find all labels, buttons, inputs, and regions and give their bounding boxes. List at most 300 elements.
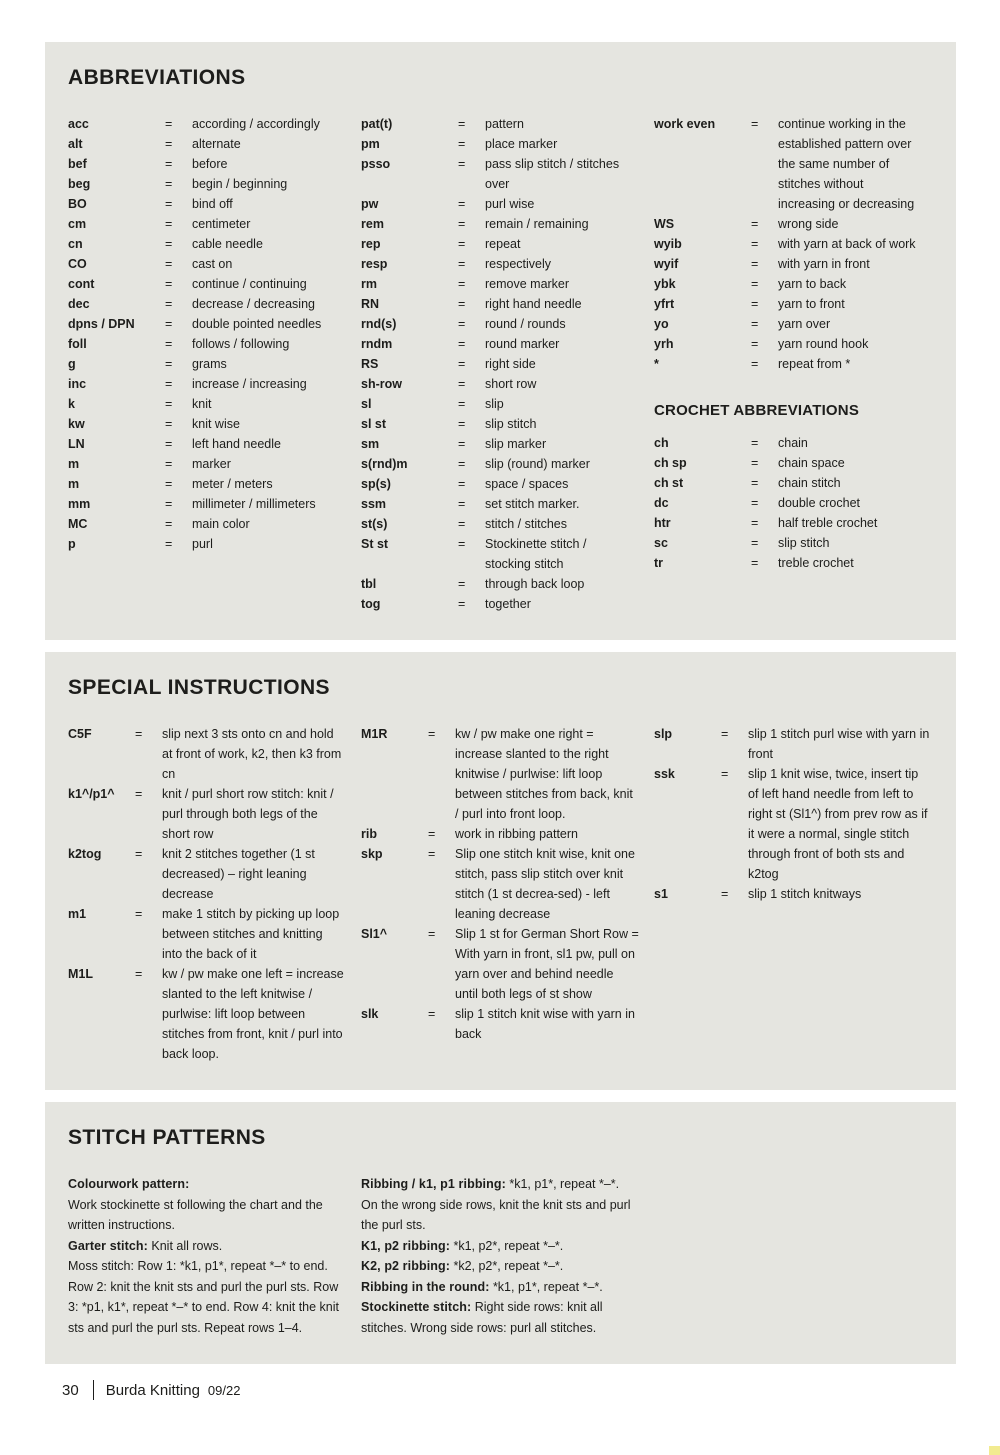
abbreviation-definition: alternate (192, 137, 241, 151)
equals-sign: = (751, 476, 759, 490)
abbreviation-row (654, 354, 933, 374)
equals-sign: = (751, 337, 759, 351)
abbreviation-row (654, 334, 933, 354)
equals-sign: = (165, 217, 173, 231)
equals-sign: = (165, 417, 173, 431)
equals-sign: = (458, 117, 466, 131)
abbreviation-row (68, 314, 347, 334)
abbreviation-row (654, 453, 933, 473)
instruction-row (654, 884, 933, 904)
abbreviation-term: psso (361, 157, 391, 171)
stitch-patterns-columns (68, 1174, 933, 1338)
instruction-term: C5F (68, 727, 92, 741)
equals-sign: = (135, 907, 143, 921)
equals-sign: = (751, 257, 759, 271)
abbreviation-row (654, 254, 933, 274)
equals-sign: = (458, 297, 466, 311)
equals-sign: = (721, 727, 729, 741)
abbreviation-definition: left hand needle (192, 437, 281, 451)
abbreviation-definition: remain / remaining (485, 217, 589, 231)
abbreviation-definition: round marker (485, 337, 560, 351)
abbreviation-definition: slip stitch (778, 536, 830, 550)
equals-sign: = (165, 397, 173, 411)
abbreviation-term: tog (361, 597, 381, 611)
equals-sign: = (165, 437, 173, 451)
instruction-definition: knit 2 stitches together (1 st decreased) – right leaning decrease (162, 847, 315, 901)
abbreviation-definition: chain (778, 436, 808, 450)
equals-sign: = (458, 277, 466, 291)
equals-sign: = (751, 536, 759, 550)
equals-sign: = (165, 317, 173, 331)
instruction-row (654, 724, 933, 764)
abbreviation-row (361, 234, 640, 254)
abbreviation-term: sc (654, 536, 668, 550)
abbreviation-definition: knit wise (192, 417, 240, 431)
abbreviation-definition: increase / increasing (192, 377, 307, 391)
instruction-term: s1 (654, 887, 668, 901)
pattern-paragraph: K2, p2 ribbing: *k2, p2*, repeat *–*. (361, 1259, 564, 1273)
abbreviation-term: pm (361, 137, 380, 151)
abbreviation-definition: cast on (192, 257, 233, 271)
abbreviation-definition: yarn over (778, 317, 831, 331)
equals-sign: = (165, 197, 173, 211)
page-corner-mark (989, 1446, 1000, 1455)
equals-sign: = (165, 257, 173, 271)
issue-number: 09/22 (207, 1382, 241, 1398)
equals-sign: = (458, 337, 466, 351)
abbreviation-term: ssm (361, 497, 387, 511)
abbreviation-row (361, 154, 640, 194)
crochet-abbreviations-list (654, 433, 933, 573)
abbreviation-term: resp (361, 257, 388, 271)
abbreviation-row (361, 534, 640, 574)
instruction-definition: work in ribbing pattern (455, 827, 578, 841)
abbreviation-row (68, 174, 347, 194)
pattern-paragraph: Moss stitch: Row 1: *k1, p1*, repeat *–* to end. Row 2: knit the knit sts and purl the purl sts. Row 3: *p1, k1*, repeat *–* to end. Row 4: knit the knit sts and purl the purl sts. Repeat rows 1–4. (68, 1259, 339, 1335)
instruction-row (361, 1004, 640, 1044)
instruction-row (361, 844, 640, 924)
equals-sign: = (165, 357, 173, 371)
abbreviation-definition: pass slip stitch / stitches over (485, 157, 620, 191)
abbreviation-term: dpns / DPN (68, 317, 135, 331)
abbreviation-term: inc (68, 377, 87, 391)
instruction-term: ssk (654, 767, 675, 781)
abbreviation-term: sp(s) (361, 477, 391, 491)
knitting-abbreviations-list (654, 114, 933, 374)
stitch-patterns-title: STITCH PATTERNS (68, 1126, 266, 1149)
abbreviation-definition: slip stitch (485, 417, 537, 431)
abbreviation-row (361, 354, 640, 374)
magazine-title: Burda Knitting (105, 1381, 200, 1399)
abbreviation-term: rem (361, 217, 384, 231)
abbreviation-row (654, 473, 933, 493)
abbreviation-definition: before (192, 157, 228, 171)
abbreviation-row (68, 474, 347, 494)
equals-sign: = (751, 317, 759, 331)
abbreviation-definition: double pointed needles (192, 317, 322, 331)
abbreviation-term: yfrt (654, 297, 675, 311)
abbreviation-term: yo (654, 317, 669, 331)
abbreviation-term: p (68, 537, 76, 551)
equals-sign: = (751, 556, 759, 570)
abbreviation-definition: space / spaces (485, 477, 569, 491)
abbreviation-row (68, 394, 347, 414)
equals-sign: = (458, 417, 466, 431)
instruction-definition: slip 1 knit wise, twice, insert tip of left hand needle from left to right st (Sl1^) from prev row as if it were a normal, single stitch through front of both sts and k2tog (748, 767, 928, 881)
abbreviation-term: g (68, 357, 76, 371)
abbreviation-row (68, 114, 347, 134)
instruction-definition: Slip 1 st for German Short Row = With yarn in front, sl1 pw, pull on yarn over and behind needle until both legs of st show (455, 927, 639, 1001)
abbreviation-term: dc (654, 496, 669, 510)
abbreviation-definition: according / accordingly (192, 117, 320, 131)
abbreviation-term: alt (68, 137, 83, 151)
equals-sign: = (135, 847, 143, 861)
abbreviation-term: cn (68, 237, 83, 251)
abbreviation-definition: follows / following (192, 337, 290, 351)
abbreviation-row (361, 114, 640, 134)
abbreviation-definition: repeat (485, 237, 521, 251)
abbreviation-term: LN (68, 437, 85, 451)
instruction-definition: slip 1 stitch purl wise with yarn in front (748, 727, 930, 761)
abbreviation-term: work even (654, 117, 716, 131)
abbreviations-column-3 (654, 114, 933, 573)
instruction-row (68, 724, 347, 784)
equals-sign: = (751, 217, 759, 231)
abbreviation-term: * (654, 357, 659, 371)
abbreviation-row (361, 274, 640, 294)
equals-sign: = (751, 297, 759, 311)
abbreviation-row (361, 374, 640, 394)
special-instructions-column-3 (654, 724, 933, 904)
abbreviation-definition: decrease / decreasing (192, 297, 315, 311)
instruction-definition: slip next 3 sts onto cn and hold at front of work, k2, then k3 from cn (162, 727, 342, 781)
equals-sign: = (165, 237, 173, 251)
abbreviation-definition: grams (192, 357, 227, 371)
instruction-row (68, 964, 347, 1064)
abbreviation-term: WS (654, 217, 675, 231)
abbreviation-definition: bind off (192, 197, 233, 211)
special-instructions-column-1 (68, 724, 347, 1064)
equals-sign: = (458, 237, 466, 251)
abbreviation-term: m (68, 477, 80, 491)
instruction-row (654, 764, 933, 884)
abbreviation-definition: continue / continuing (192, 277, 307, 291)
instruction-definition: slip 1 stitch knit wise with yarn in back (455, 1007, 635, 1041)
abbreviation-term: ybk (654, 277, 676, 291)
stitch-patterns-column-1 (68, 1174, 347, 1338)
abbreviation-term: ch sp (654, 456, 687, 470)
instruction-term: M1R (361, 727, 388, 741)
abbreviation-definition: purl wise (485, 197, 535, 211)
abbreviation-term: sh-row (361, 377, 402, 391)
abbreviation-definition: round / rounds (485, 317, 566, 331)
special-instructions-section (45, 652, 956, 1090)
abbreviations-section (45, 42, 956, 640)
equals-sign: = (458, 577, 466, 591)
abbreviation-definition: together (485, 597, 531, 611)
abbreviation-definition: yarn to back (778, 277, 847, 291)
abbreviations-title: ABBREVIATIONS (68, 66, 246, 89)
abbreviation-definition: right hand needle (485, 297, 582, 311)
abbreviation-row (654, 533, 933, 553)
abbreviation-term: ch (654, 436, 669, 450)
abbreviation-term: beg (68, 177, 91, 191)
instruction-row (68, 844, 347, 904)
abbreviation-definition: stitch / stitches (485, 517, 567, 531)
pattern-paragraph: Ribbing / k1, p1 ribbing: *k1, p1*, repeat *–*. On the wrong side rows, knit the knit sts and purl the purl sts. (361, 1177, 631, 1232)
equals-sign: = (721, 767, 729, 781)
equals-sign: = (165, 377, 173, 391)
abbreviation-term: CO (68, 257, 87, 271)
equals-sign: = (165, 297, 173, 311)
abbreviation-term: sl st (361, 417, 387, 431)
abbreviation-definition: knit (192, 397, 212, 411)
abbreviation-term: htr (654, 516, 671, 530)
abbreviation-row (68, 134, 347, 154)
abbreviation-row (68, 194, 347, 214)
pattern-paragraph: Colourwork pattern: (68, 1177, 190, 1191)
abbreviation-term: mm (68, 497, 91, 511)
abbreviation-term: s(rnd)m (361, 457, 408, 471)
abbreviation-term: RS (361, 357, 379, 371)
instruction-term: k2tog (68, 847, 102, 861)
abbreviation-row (68, 154, 347, 174)
instruction-definition: kw / pw make one right = increase slanted to the right knitwise / purlwise: lift loop between stitches from back, knit / purl into front loop. (455, 727, 633, 821)
instruction-row (361, 924, 640, 1004)
equals-sign: = (458, 537, 466, 551)
abbreviations-column-1 (68, 114, 347, 554)
equals-sign: = (135, 967, 143, 981)
abbreviations-column-2 (361, 114, 640, 614)
abbreviation-definition: meter / meters (192, 477, 273, 491)
instruction-definition: kw / pw make one left = increase slanted to the left knitwise / purlwise: lift loop between stitches from front, knit / purl into back loop. (162, 967, 344, 1061)
abbreviation-row (68, 454, 347, 474)
abbreviation-row (654, 114, 933, 214)
equals-sign: = (458, 137, 466, 151)
equals-sign: = (428, 847, 436, 861)
abbreviation-definition: double crochet (778, 496, 861, 510)
equals-sign: = (751, 357, 759, 371)
abbreviation-term: st(s) (361, 517, 388, 531)
abbreviation-definition: chain stitch (778, 476, 841, 490)
pattern-paragraph: Garter stitch: Knit all rows. (68, 1238, 223, 1253)
equals-sign: = (165, 537, 173, 551)
abbreviation-row (361, 254, 640, 274)
abbreviation-row (68, 494, 347, 514)
instruction-row (68, 904, 347, 964)
abbreviation-row (654, 493, 933, 513)
pattern-paragraph: Work stockinette st following the chart and the written instructions. (68, 1197, 323, 1232)
abbreviation-row (68, 234, 347, 254)
abbreviation-definition: millimeter / millimeters (192, 497, 316, 511)
abbreviation-definition: place marker (485, 137, 558, 151)
instruction-term: slp (654, 727, 673, 741)
abbreviation-definition: Stockinette stitch / stocking stitch (485, 537, 587, 571)
equals-sign: = (458, 437, 466, 451)
abbreviation-row (68, 214, 347, 234)
equals-sign: = (428, 927, 436, 941)
abbreviation-definition: begin / beginning (192, 177, 288, 191)
abbreviation-row (361, 294, 640, 314)
equals-sign: = (428, 827, 436, 841)
abbreviation-definition: repeat from * (778, 357, 851, 371)
instruction-term: M1L (68, 967, 93, 981)
abbreviation-row (654, 214, 933, 234)
abbreviation-row (361, 134, 640, 154)
instruction-term: slk (361, 1007, 379, 1021)
equals-sign: = (165, 517, 173, 531)
instruction-definition: make 1 stitch by picking up loop between stitches and knitting into the back of it (162, 907, 340, 961)
abbreviation-term: MC (68, 517, 88, 531)
abbreviation-definition: respectively (485, 257, 551, 271)
equals-sign: = (165, 457, 173, 471)
abbreviation-definition: remove marker (485, 277, 570, 291)
abbreviation-definition: with yarn at back of work (778, 237, 916, 251)
abbreviation-term: k (68, 397, 75, 411)
abbreviation-row (68, 334, 347, 354)
abbreviation-term: yrh (654, 337, 674, 351)
abbreviation-row (68, 354, 347, 374)
special-instructions-title: SPECIAL INSTRUCTIONS (68, 676, 330, 699)
pattern-paragraph: Ribbing in the round: *k1, p1*, repeat *–*. (361, 1279, 603, 1294)
abbreviation-definition: marker (192, 457, 231, 471)
abbreviation-definition: continue working in the established pattern over the same number of stitches without increasing or decreasing (778, 117, 915, 211)
instruction-term: Sl1^ (361, 927, 388, 941)
abbreviation-term: rndm (361, 337, 393, 351)
abbreviation-term: wyif (654, 257, 679, 271)
abbreviations-columns (68, 114, 933, 614)
abbreviation-row (68, 514, 347, 534)
abbreviation-row (361, 394, 640, 414)
equals-sign: = (751, 456, 759, 470)
abbreviation-row (68, 294, 347, 314)
abbreviation-row (361, 414, 640, 434)
abbreviation-term: acc (68, 117, 89, 131)
page-number: 30 (62, 1381, 79, 1399)
instruction-row (68, 784, 347, 844)
abbreviation-term: rm (361, 277, 377, 291)
abbreviation-term: m (68, 457, 80, 471)
abbreviation-row (68, 274, 347, 294)
abbreviation-definition: main color (192, 517, 250, 531)
equals-sign: = (165, 177, 173, 191)
special-instructions-columns (68, 724, 933, 1064)
abbreviation-term: tr (654, 556, 664, 570)
abbreviation-definition: short row (485, 377, 537, 391)
abbreviation-row (361, 434, 640, 454)
abbreviation-row (68, 374, 347, 394)
equals-sign: = (458, 197, 466, 211)
equals-sign: = (751, 496, 759, 510)
abbreviation-row (361, 314, 640, 334)
equals-sign: = (721, 887, 729, 901)
equals-sign: = (135, 727, 143, 741)
abbreviation-row (654, 294, 933, 314)
instruction-definition: knit / purl short row stitch: knit / purl through both legs of the short row (162, 787, 334, 841)
equals-sign: = (428, 1007, 436, 1021)
abbreviation-definition: yarn round hook (778, 337, 869, 351)
equals-sign: = (165, 477, 173, 491)
abbreviation-row (654, 433, 933, 453)
abbreviation-definition: yarn to front (778, 297, 845, 311)
equals-sign: = (458, 457, 466, 471)
abbreviation-term: pat(t) (361, 117, 393, 131)
abbreviation-row (361, 494, 640, 514)
equals-sign: = (165, 277, 173, 291)
abbreviation-term: foll (68, 337, 87, 351)
equals-sign: = (751, 516, 759, 530)
abbreviation-definition: with yarn in front (778, 257, 870, 271)
abbreviation-row (361, 514, 640, 534)
abbreviation-term: dec (68, 297, 90, 311)
equals-sign: = (458, 157, 466, 171)
abbreviation-row (361, 194, 640, 214)
abbreviation-definition: wrong side (778, 217, 839, 231)
abbreviation-definition: slip (485, 397, 504, 411)
abbreviation-term: ch st (654, 476, 684, 490)
abbreviation-row (361, 334, 640, 354)
equals-sign: = (458, 357, 466, 371)
pattern-paragraph: Stockinette stitch: Right side rows: knit all stitches. Wrong side rows: purl all stitches. (361, 1300, 603, 1335)
abbreviation-row (68, 254, 347, 274)
crochet-abbreviations-title: CROCHET ABBREVIATIONS (654, 402, 860, 419)
instruction-definition: Slip one stitch knit wise, knit one stitch, pass slip stitch over knit stitch (1 st decrea-sed) - left leaning decrease (455, 847, 635, 921)
abbreviation-row (68, 434, 347, 454)
instruction-term: k1^/p1^ (68, 787, 115, 801)
abbreviation-row (654, 314, 933, 334)
abbreviation-row (654, 513, 933, 533)
instruction-term: rib (361, 827, 377, 841)
abbreviation-definition: through back loop (485, 577, 585, 591)
stitch-patterns-column-2 (361, 1174, 640, 1338)
abbreviation-definition: half treble crochet (778, 516, 878, 530)
footer-divider (93, 1380, 94, 1400)
special-instructions-column-2 (361, 724, 640, 1044)
equals-sign: = (165, 137, 173, 151)
abbreviation-definition: centimeter (192, 217, 251, 231)
equals-sign: = (428, 727, 436, 741)
equals-sign: = (165, 117, 173, 131)
stitch-patterns-section (45, 1102, 956, 1364)
equals-sign: = (751, 436, 759, 450)
equals-sign: = (458, 217, 466, 231)
abbreviation-definition: purl (192, 537, 213, 551)
instruction-row (361, 824, 640, 844)
abbreviation-row (361, 594, 640, 614)
pattern-paragraph: K1, p2 ribbing: *k1, p2*, repeat *–*. (361, 1238, 564, 1253)
abbreviation-term: tbl (361, 577, 377, 591)
abbreviation-row (654, 274, 933, 294)
abbreviation-term: wyib (654, 237, 682, 251)
equals-sign: = (165, 337, 173, 351)
abbreviation-definition: pattern (485, 117, 524, 131)
abbreviation-row (654, 234, 933, 254)
equals-sign: = (751, 237, 759, 251)
abbreviation-row (68, 534, 347, 554)
abbreviation-row (361, 454, 640, 474)
abbreviation-term: cm (68, 217, 87, 231)
page-footer (62, 1380, 1000, 1400)
instruction-definition: slip 1 stitch knitways (748, 887, 862, 901)
equals-sign: = (458, 257, 466, 271)
abbreviation-row (361, 574, 640, 594)
abbreviation-term: St st (361, 537, 389, 551)
equals-sign: = (751, 117, 759, 131)
abbreviation-term: rep (361, 237, 381, 251)
equals-sign: = (165, 157, 173, 171)
instruction-term: skp (361, 847, 383, 861)
instruction-row (361, 724, 640, 824)
